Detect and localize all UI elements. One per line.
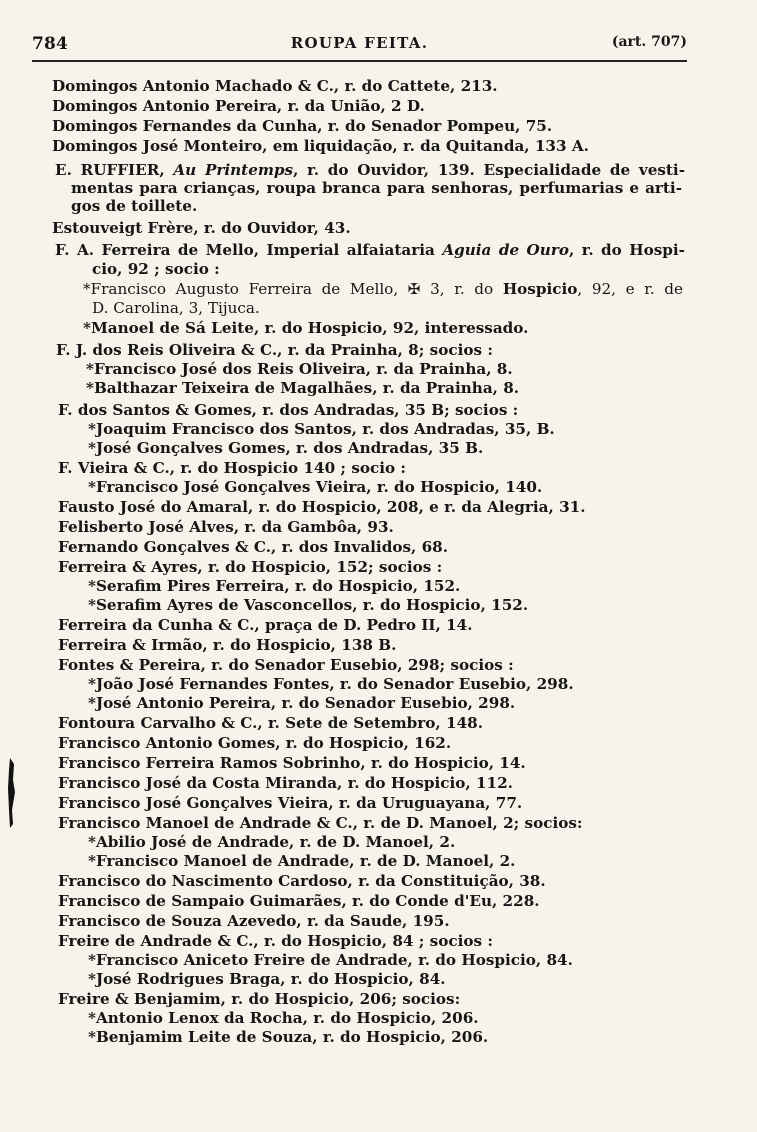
- entry-part: , 92, e r. de: [577, 280, 683, 298]
- entry-line: *Manoel de Sá Leite, r. do Hospicio, 92, interessado.: [83, 319, 529, 337]
- entry-line: cio, 92 ; socio :: [92, 260, 220, 278]
- entry-line: F. Vieira & C., r. do Hospicio 140 ; socio :: [58, 459, 407, 477]
- entry-line: mentas para crianças, roupa branca para senhoras, perfumarias e arti-: [71, 179, 682, 197]
- entry-line: Ferreira & Irmão, r. do Hospicio, 138 B.: [58, 636, 397, 654]
- entry-line: Fernando Gonçalves & C., r. dos Invalidos, 68.: [58, 538, 449, 556]
- entry-line: Francisco de Souza Azevedo, r. da Saude, 195.: [58, 912, 450, 930]
- entry-line: *Antonio Lenox da Rocha, r. do Hospicio, 206.: [88, 1009, 479, 1027]
- entry-line: Francisco de Sampaio Guimarães, r. do Conde d'Eu, 228.: [58, 892, 540, 910]
- entry-line: Francisco do Nascimento Cardoso, r. da Constituição, 38.: [58, 872, 546, 890]
- entry-line: *Francisco Aniceto Freire de Andrade, r. do Hospicio, 84.: [88, 951, 573, 969]
- running-title: ROUPA FEITA.: [290, 34, 429, 52]
- shop-name: Au Printemps: [173, 161, 294, 179]
- header-rule: [32, 60, 687, 62]
- entry-line: *Serafim Pires Ferreira, r. do Hospicio, 152.: [88, 577, 461, 595]
- entry-part: , r. do Hospi-: [568, 241, 685, 259]
- entry-line: *Benjamim Leite de Souza, r. do Hospicio, 206.: [88, 1028, 489, 1046]
- entry-line: Ferreira da Cunha & C., praça de D. Pedro II, 14.: [58, 616, 473, 634]
- entry-part: , r. do Ouvidor, 139. Especialidade de vesti-: [293, 161, 686, 179]
- entry-line: [55, 241, 685, 259]
- entry-line: [55, 161, 685, 179]
- entry-line: *João José Fernandes Fontes, r. do Senador Eusebio, 298.: [88, 675, 574, 693]
- entry-line: Domingos Antonio Pereira, r. da União, 2 D.: [52, 97, 425, 115]
- order-cross-icon: ✠: [407, 280, 421, 298]
- shop-name: Aguia de Ouro: [442, 241, 569, 259]
- entry-line: Fausto José do Amaral, r. do Hospicio, 208, e r. da Alegria, 31.: [58, 498, 586, 516]
- page-number: 784: [32, 34, 69, 54]
- entry-line: *Joaquim Francisco dos Santos, r. dos Andradas, 35, B.: [88, 420, 555, 438]
- entry-line: Freire & Benjamim, r. do Hospicio, 206; socios:: [58, 990, 461, 1008]
- entry-line: Fontes & Pereira, r. do Senador Eusebio, 298; socios :: [58, 656, 514, 674]
- entry-line: Ferreira & Ayres, r. do Hospicio, 152; socios :: [58, 558, 443, 576]
- page-header: [32, 34, 687, 62]
- entry-line: D. Carolina, 3, Tijuca.: [92, 299, 260, 317]
- entry-line: *Francisco Manoel de Andrade, r. de D. Manoel, 2.: [88, 852, 516, 870]
- entry-line: Francisco José da Costa Miranda, r. do Hospicio, 112.: [58, 774, 513, 792]
- entry-line: *Francisco José dos Reis Oliveira, r. da Prainha, 8.: [86, 360, 513, 378]
- entry-line: Domingos José Monteiro, em liquidação, r. da Quitanda, 133 A.: [52, 137, 589, 155]
- entry-line: *Balthazar Teixeira de Magalhães, r. da Prainha, 8.: [86, 379, 520, 397]
- entry-line: Francisco Manoel de Andrade & C., r. de D. Manoel, 2; socios:: [58, 814, 583, 832]
- entry-line: gos de toillete.: [71, 197, 198, 215]
- entry-line: Freire de Andrade & C., r. do Hospicio, 84 ; socios :: [58, 932, 493, 950]
- entry-line: Domingos Fernandes da Cunha, r. do Senador Pompeu, 75.: [52, 117, 553, 135]
- entry-line: Francisco Ferreira Ramos Sobrinho, r. do Hospicio, 14.: [58, 754, 526, 772]
- entry-line: F. dos Santos & Gomes, r. dos Andradas, 35 B; socios :: [58, 401, 519, 419]
- ink-blot: [8, 758, 15, 828]
- entry-part: F. A. Ferreira de Mello, Imperial alfaiataria: [55, 241, 443, 259]
- entry-part: 3, r. do: [420, 280, 503, 298]
- entry-line: *Francisco José Gonçalves Vieira, r. do Hospicio, 140.: [88, 478, 543, 496]
- entry-part: *Francisco Augusto Ferreira de Mello,: [83, 280, 408, 298]
- entry-line: [83, 280, 683, 298]
- entry-line: *José Rodrigues Braga, r. do Hospicio, 84.: [88, 970, 446, 988]
- entry-line: Domingos Antonio Machado & C., r. do Cattete, 213.: [52, 77, 498, 95]
- entry-line: Fontoura Carvalho & C., r. Sete de Setembro, 148.: [58, 714, 483, 732]
- entry-line: Estouveigt Frère, r. do Ouvidor, 43.: [52, 219, 351, 237]
- entry-part: E. RUFFIER,: [55, 161, 174, 179]
- entry-line: *José Gonçalves Gomes, r. dos Andradas, 35 B.: [88, 439, 484, 457]
- entry-line: *Serafim Ayres de Vasconcellos, r. do Hospicio, 152.: [88, 596, 529, 614]
- entry-line: *José Antonio Pereira, r. do Senador Eusebio, 298.: [88, 694, 516, 712]
- entry-line: Felisberto José Alves, r. da Gambôa, 93.: [58, 518, 394, 536]
- entry-line: *Abilio José de Andrade, r. de D. Manoel, 2.: [88, 833, 456, 851]
- entry-line: F. J. dos Reis Oliveira & C., r. da Prainha, 8; socios :: [56, 341, 493, 359]
- article-reference: (art. 707): [611, 34, 687, 50]
- entry-line: Francisco José Gonçalves Vieira, r. da Uruguayana, 77.: [58, 794, 523, 812]
- entry-line: Francisco Antonio Gomes, r. do Hospicio, 162.: [58, 734, 452, 752]
- entry-part: Hospicio: [502, 280, 578, 298]
